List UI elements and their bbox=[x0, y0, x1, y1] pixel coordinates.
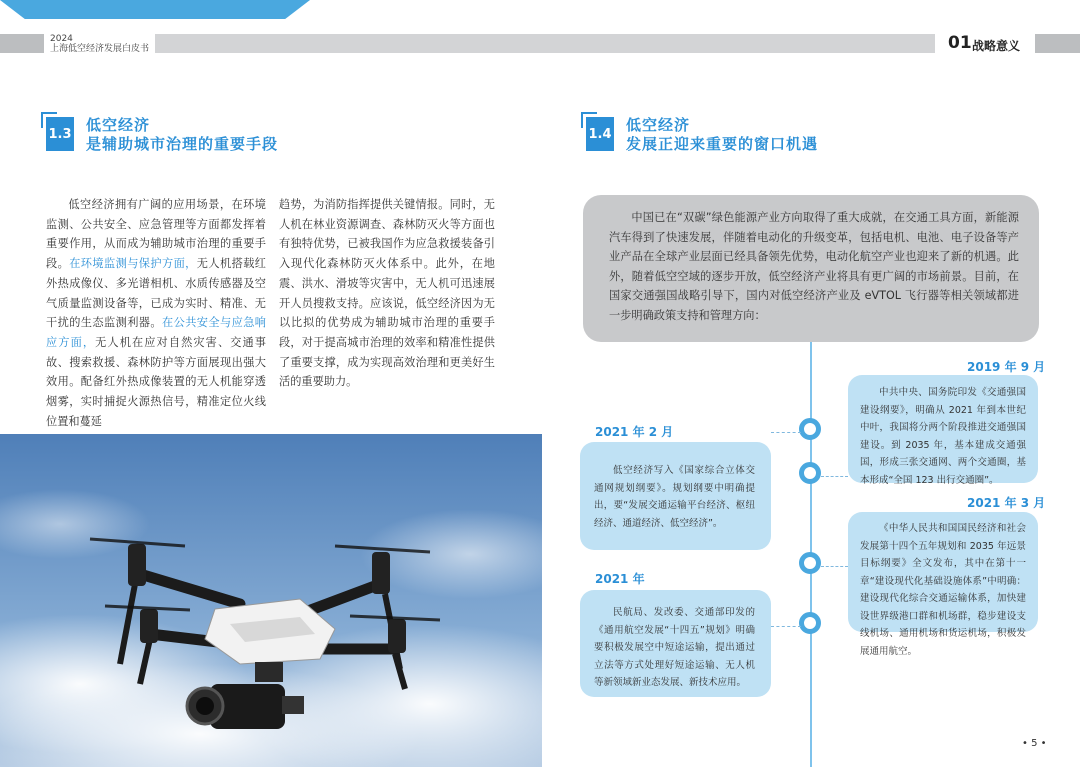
timeline-card-2019-09 bbox=[848, 375, 1038, 486]
timeline-date-2021: 2021 年 bbox=[595, 572, 645, 586]
header-year: 2024 bbox=[50, 34, 73, 44]
timeline-date-2021-02: 2021 年 2 月 bbox=[595, 425, 674, 439]
timeline-connector bbox=[771, 432, 801, 434]
timeline-card-text: 《中华人民共和国国民经济和社会发展第十四个五年规划和 2035 年远景目标纲要》全文发布，其中在第十一章“建设现代化基础设施体系”中明确：建设现代化综合交通运输体系，加快建设世界级港口群和机场群，稳步建设支线机场、通用机场和货运机场，积极发展通用航空。 bbox=[860, 523, 1026, 657]
chapter-number: 01 bbox=[948, 33, 972, 53]
timeline-dot bbox=[799, 418, 821, 440]
section-1-3-title-line2: 是辅助城市治理的重要手段 bbox=[86, 135, 279, 153]
section-1-4-title-line1: 低空经济 bbox=[626, 116, 691, 134]
timeline-connector bbox=[821, 566, 848, 568]
header-bar-middle bbox=[155, 34, 935, 53]
drone-illustration bbox=[0, 434, 542, 767]
header bbox=[0, 0, 1080, 54]
timeline-card-text: 低空经济写入《国家综合立体交通网规划纲要》。规划纲要中明确提出，要“发展交通运输平台经济、枢纽经济、通道经济、低空经济”。 bbox=[594, 465, 755, 529]
highlight-environment: 在环境监测与保护方面， bbox=[69, 257, 197, 271]
timeline-card-text: 民航局、发改委、交通部印发的《通用航空发展“十四五”规划》明确要积极发展空中短途运输，提出通过立法等方式处理好短途运输、无人机等新领域新业态发展、新技术应用。 bbox=[594, 607, 755, 688]
timeline-connector bbox=[821, 476, 848, 478]
timeline-card-2021 bbox=[580, 590, 771, 697]
timeline-date-2019-09: 2019 年 9 月 bbox=[967, 360, 1046, 374]
chapter-title: 战略意义 bbox=[972, 39, 1021, 53]
timeline-dot bbox=[799, 612, 821, 634]
section-1-3-column-2: 趋势，为消防指挥提供关键情报。同时，无人机在林业资源调查、森林防灭火等方面也有独特优势，已被我国作为应急救援装备引入现代化森林防灭火体系中。此外，在地震、洪水、滑坡等灾害中，无人机可迅速展开人员搜救支持。应该说，低空经济因为无以比拟的优势成为辅助城市治理的重要手段，对于提高城市治理的效率和精准性提供了重要支撑，成为实现高效治理和更美好生活的重要助力。 bbox=[279, 198, 495, 389]
section-1-3-title-line1: 低空经济 bbox=[86, 116, 151, 134]
policy-intro-text: 中国已在“双碳”绿色能源产业方向取得了重大成就，在交通工具方面，新能源汽车得到了快速发展，伴随着电动化的升级变革，包括电机、电池、电子设备等产业产品在全球产业层面已经具备领先优势，电动化航空产业也迎来了新的机遇。此外，随着低空空域的逐步开放，低空经济产业将具有更广阔的市场前景。目前，在国家交通强国战略引导下，国内对低空经济产业及 eVTOL 飞行器等相关领域都进一步明确政策支持和管理方向： bbox=[609, 211, 1019, 322]
drone-photo bbox=[0, 434, 542, 767]
header-bar-left bbox=[0, 34, 44, 53]
policy-intro-box bbox=[583, 195, 1039, 342]
timeline-card-2021-02 bbox=[580, 442, 771, 550]
section-1-4-title-line2: 发展正迎来重要的窗口机遇 bbox=[626, 135, 819, 153]
paragraph-text: 无人机在应对自然灾害、交通事故、搜索救援、森林防护等方面展现出强大效用。配备红外热成像装置的无人机能穿透烟雾，实时捕捉火源热信号，精准定位火线位置和蔓延 bbox=[46, 335, 266, 428]
timeline-dot bbox=[799, 552, 821, 574]
section-1-3-column-1 bbox=[46, 195, 266, 431]
timeline-card-text: 中共中央、国务院印发《交通强国建设纲要》，明确从 2021 年到本世纪中叶，我国将分两个阶段推进交通强国建设。到 2035 年，基本建成交通强国，形成三张交通网、两个交通圈，基本形成“全国 123 出行交通圈”。 bbox=[860, 387, 1026, 486]
timeline-dot bbox=[799, 462, 821, 484]
timeline-connector bbox=[771, 626, 801, 628]
page-number: • 5 • bbox=[1022, 738, 1047, 749]
timeline-date-2021-03: 2021 年 3 月 bbox=[967, 496, 1046, 510]
timeline-card-2021-03 bbox=[848, 512, 1038, 657]
section-1-4-badge: 1.4 bbox=[586, 117, 614, 151]
section-1-3-badge: 1.3 bbox=[46, 117, 74, 151]
header-doc-title: 上海低空经济发展白皮书 bbox=[50, 44, 150, 54]
header-bar-right bbox=[1035, 34, 1080, 53]
header-bar-accent bbox=[0, 0, 310, 19]
paragraph-text: 低空经济拥有广阔的应用场景，在环境监测、公共安全、应急管理等方面都发挥着重要作用，从而成为辅助城市治理的重要手段。 bbox=[46, 198, 266, 271]
paragraph-text: 无人机搭载红外热成像仪、多光谱相机、水质传感器及空气质量监测设备等，已成为实时、精准、无干扰的生态监测利器。 bbox=[46, 257, 266, 330]
highlight-public-safety: 在公共安全与应急响应方面， bbox=[46, 316, 266, 349]
